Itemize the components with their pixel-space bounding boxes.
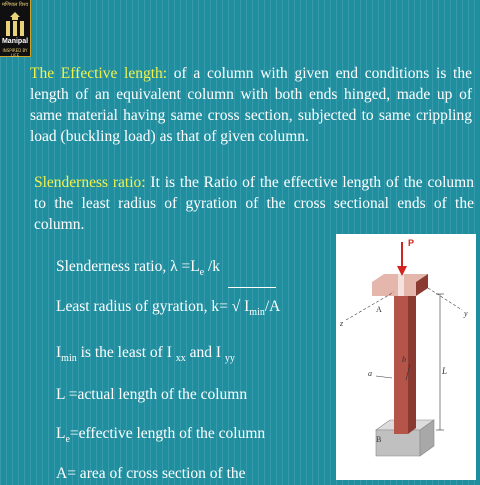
formula-text: L <box>56 425 66 442</box>
slenderness-ratio-formula <box>56 258 220 278</box>
formula-text: Least radius of gyration, k= √ I <box>56 298 250 315</box>
column-front <box>394 294 408 434</box>
actual-length-definition: L =actual length of the column <box>56 386 248 403</box>
dim-a-label: a <box>368 369 372 378</box>
effective-length-definition <box>30 63 472 147</box>
formula-text: /k <box>204 258 221 275</box>
logo-name: Manipal <box>1 38 29 45</box>
dim-b-label: b <box>402 355 406 364</box>
formula-subscript: e <box>65 434 70 445</box>
radius-of-gyration-formula <box>56 298 280 318</box>
point-a-label: A <box>376 305 382 314</box>
formula-subscript: xx <box>175 353 186 364</box>
point-b-label: B <box>376 435 382 444</box>
column-side <box>408 288 416 434</box>
length-label: L <box>442 366 448 376</box>
formula-subscript: min <box>61 353 77 364</box>
column-figure <box>336 234 476 480</box>
slenderness-ratio-heading: Slenderness ratio: <box>34 174 146 191</box>
formula-text: Slenderness ratio, λ =L <box>56 258 200 275</box>
area-definition: A= area of cross section of the <box>56 465 246 482</box>
effective-length-text: of a column with given end conditions is the length of an equivalent column with both ends hinged, made up of same material having same cross section, subjected to same crippling load (buckling load) as that of given column. <box>30 65 472 145</box>
formula-text: I <box>56 344 62 361</box>
z-axis-label: z <box>340 319 344 328</box>
formula-text: =effective length of the column <box>69 425 266 442</box>
cap-front <box>372 282 416 296</box>
logo-tagline: INSPIRED BY LIFE <box>2 48 28 58</box>
dim-a-line <box>376 376 392 378</box>
effective-length-symbol-definition <box>56 425 265 445</box>
formula-subscript: yy <box>224 353 235 364</box>
manipal-logo <box>0 0 31 57</box>
formula-text: /A <box>264 298 281 315</box>
imin-definition <box>56 344 235 364</box>
logo-emblem-icon <box>4 11 26 37</box>
formula-subscript: min <box>249 307 265 318</box>
effective-length-heading: The Effective length: <box>30 65 168 82</box>
formula-subscript: e <box>199 267 205 278</box>
slenderness-ratio-text: It is the Ratio of the effective length of the column to the least radius of gyration of the cross sectional ends of the column. <box>34 174 474 233</box>
slenderness-ratio-definition <box>34 172 474 235</box>
column-diagram <box>336 234 476 480</box>
formula-text: is the least of I <box>76 344 176 361</box>
cap-slot <box>398 274 404 296</box>
formula-text: and I <box>185 344 225 361</box>
load-label: P <box>408 238 415 248</box>
y-axis-label: y <box>464 309 468 318</box>
y-axis <box>428 288 462 310</box>
sqrt-overline <box>228 287 276 288</box>
logo-top-text: मणिपाल विश्व <box>2 2 28 8</box>
z-axis <box>346 292 394 320</box>
